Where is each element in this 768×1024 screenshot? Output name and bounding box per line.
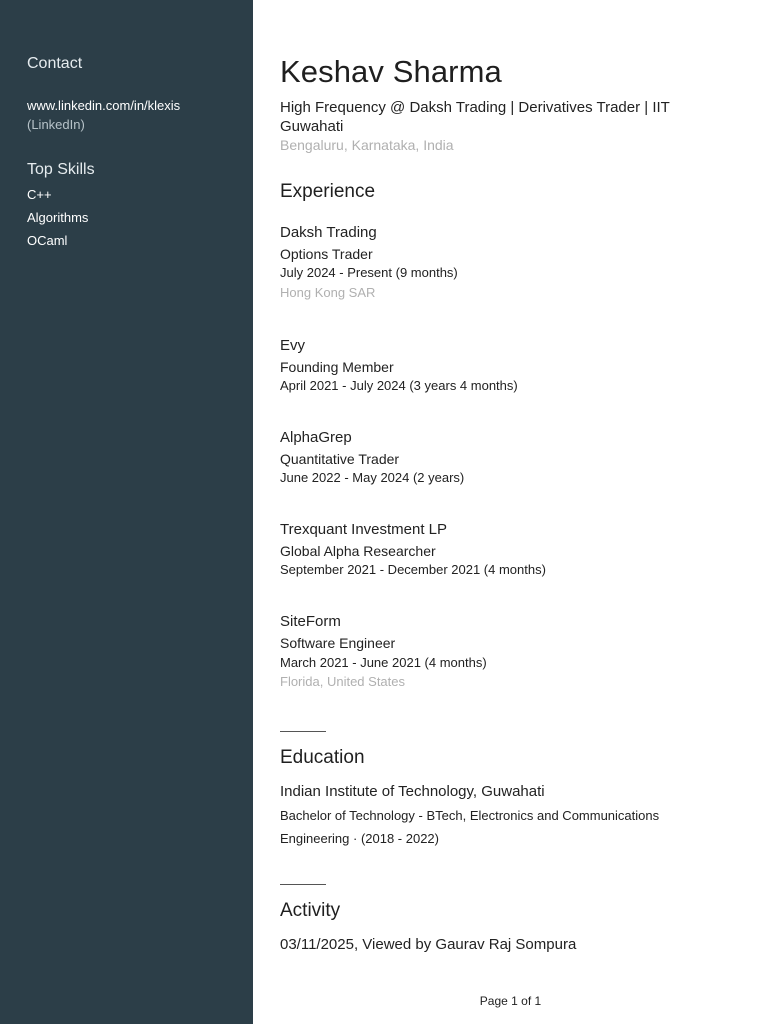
experience-location: Florida, United States <box>280 674 406 689</box>
experience-company: Daksh Trading <box>280 224 377 241</box>
experience-company: Evy <box>280 337 306 354</box>
profile-headline: High Frequency @ Daksh Trading | Derivatives Trader | IIT Guwahati <box>280 99 670 135</box>
sidebar <box>0 0 253 1024</box>
skills-heading: Top Skills <box>27 161 95 178</box>
activity-entry: 03/11/2025, Viewed by Gaurav Raj Sompura <box>280 936 577 953</box>
activity-heading: Activity <box>280 900 341 921</box>
experience-heading: Experience <box>280 181 376 202</box>
section-divider <box>280 884 326 885</box>
experience-company: Trexquant Investment LP <box>280 521 448 538</box>
experience-company: AlphaGrep <box>280 429 352 446</box>
experience-dates: June 2022 - May 2024 (2 years) <box>280 470 465 485</box>
education-degree: Bachelor of Technology - BTech, Electronics and Communications Engineering · (2018 - 2022) <box>280 808 660 846</box>
experience-dates: September 2021 - December 2021 (4 months) <box>280 562 546 577</box>
page-number: Page 1 of 1 <box>479 994 542 1008</box>
skill-item: OCaml <box>27 233 68 248</box>
experience-company: SiteForm <box>280 613 341 630</box>
experience-location: Hong Kong SAR <box>280 285 376 300</box>
experience-dates: March 2021 - June 2021 (4 months) <box>280 655 487 670</box>
linkedin-label: (LinkedIn) <box>27 117 85 132</box>
experience-title: Software Engineer <box>280 635 396 651</box>
skill-item: C++ <box>27 187 52 202</box>
education-heading: Education <box>280 747 365 768</box>
experience-dates: July 2024 - Present (9 months) <box>280 265 458 280</box>
experience-title: Quantitative Trader <box>280 451 400 467</box>
contact-heading: Contact <box>27 55 83 72</box>
skill-item: Algorithms <box>27 210 89 225</box>
education-school: Indian Institute of Technology, Guwahati <box>280 783 545 800</box>
experience-dates: April 2021 - July 2024 (3 years 4 months) <box>280 378 518 393</box>
experience-title: Global Alpha Researcher <box>280 543 436 559</box>
experience-title: Options Trader <box>280 246 373 262</box>
linkedin-link[interactable]: www.linkedin.com/in/klexis <box>27 98 181 113</box>
profile-name: Keshav Sharma <box>280 54 502 89</box>
experience-title: Founding Member <box>280 359 394 375</box>
section-divider <box>280 731 326 732</box>
profile-location: Bengaluru, Karnataka, India <box>280 137 454 153</box>
